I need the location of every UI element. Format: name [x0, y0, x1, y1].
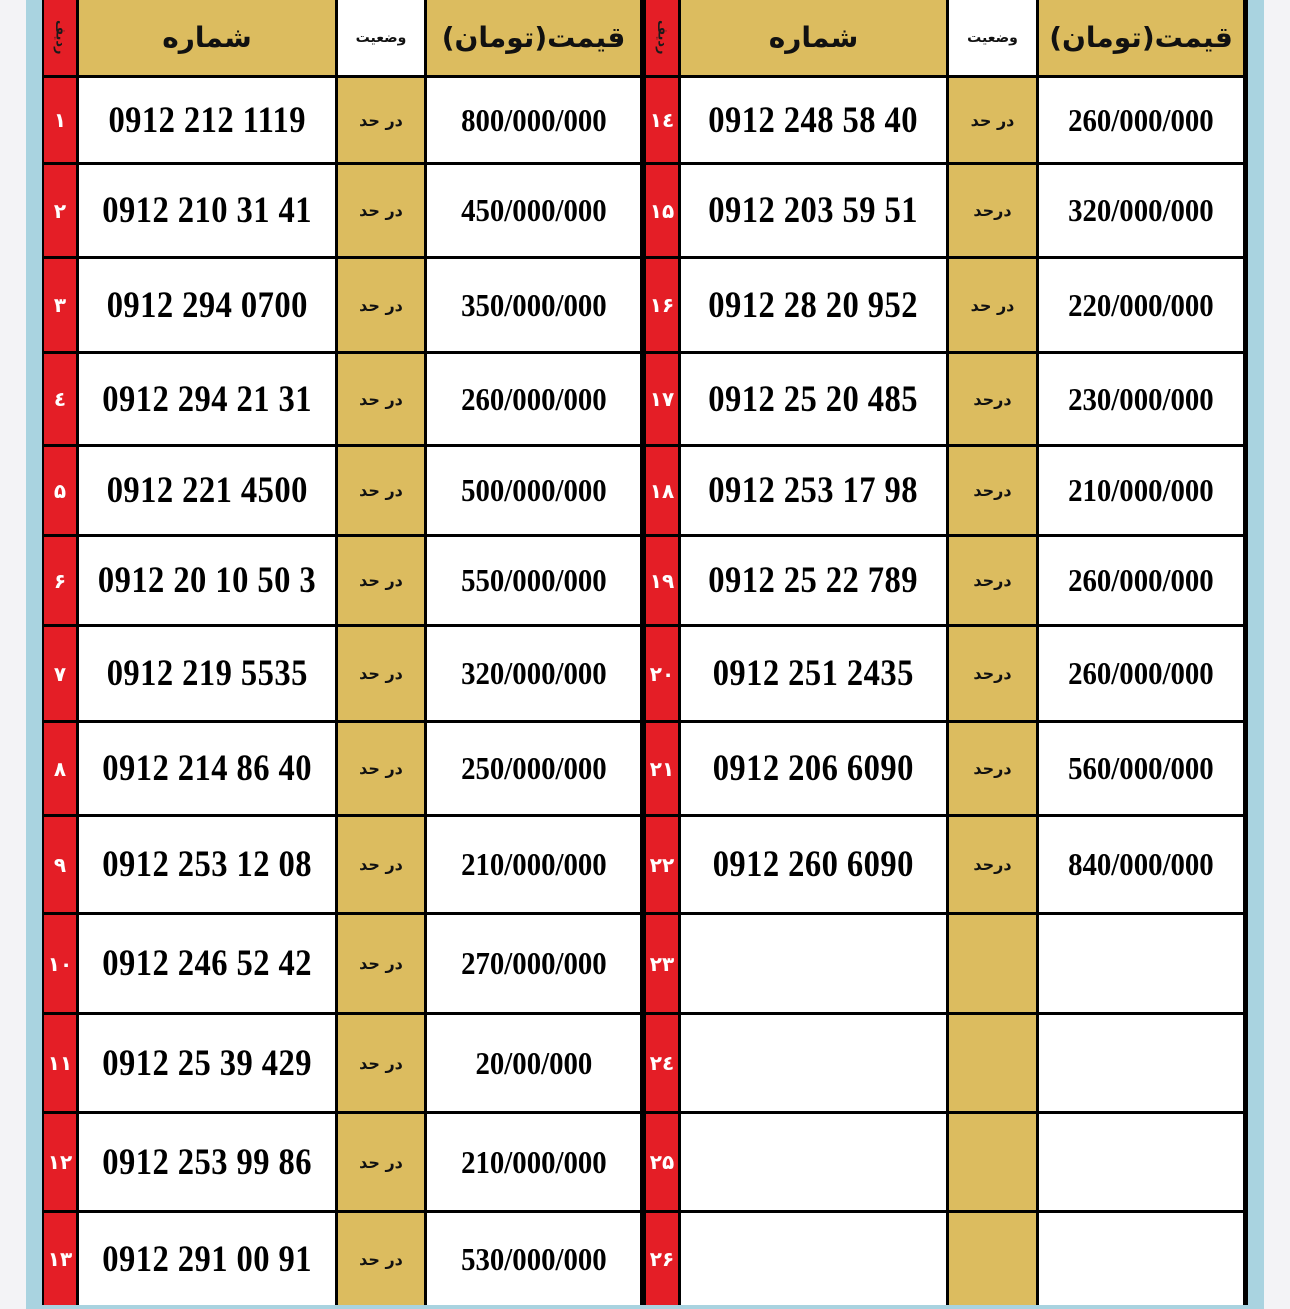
- row-index: ۲۵: [649, 1150, 675, 1174]
- table-row-price-value-cell: [427, 165, 640, 256]
- table-row-phone-number-cell: [79, 1015, 335, 1111]
- price-value: 210/000/000: [1068, 472, 1214, 508]
- row-index: ۹: [53, 852, 67, 877]
- status-badge: درحد: [973, 389, 1012, 409]
- table-row-row-index-cell: [646, 1015, 678, 1111]
- table-row-row-index-cell: [44, 1213, 76, 1305]
- price-value: 260/000/000: [1068, 101, 1214, 138]
- phone-number: 0912 253 99 86: [102, 1141, 312, 1183]
- table-row-status-badge-cell: [949, 447, 1036, 534]
- table-row-row-index-cell: [646, 78, 678, 162]
- header-number-label: شماره: [162, 21, 252, 54]
- table-row-row-index-cell: [44, 78, 76, 162]
- header-status: [949, 0, 1036, 75]
- status-badge: در حد: [970, 295, 1015, 315]
- status-badge: درحد: [973, 571, 1012, 590]
- table-row-status-badge-cell: [338, 817, 424, 912]
- price-value: 250/000/000: [460, 750, 607, 786]
- table-row-status-badge-cell: [949, 1015, 1036, 1111]
- header-index: [646, 0, 678, 75]
- price-value: 500/000/000: [460, 472, 607, 508]
- row-index: ۱۳: [47, 1247, 73, 1271]
- table-row-row-index-cell: [646, 259, 678, 351]
- table-row-status-badge-cell: [949, 259, 1036, 351]
- phone-number: 0912 206 6090: [712, 748, 915, 789]
- table-row-price-value-cell: [427, 537, 640, 624]
- status-badge: در حد: [359, 1249, 403, 1269]
- price-value: 320/000/000: [460, 655, 607, 691]
- row-index: ۲٤: [649, 1051, 675, 1075]
- table-row-status-badge-cell: [949, 627, 1036, 720]
- table-row-phone-number-cell: [79, 915, 335, 1012]
- header-number: [681, 0, 946, 75]
- row-index: ۲: [53, 198, 67, 223]
- table-row-price-value-cell: [427, 1015, 640, 1111]
- price-value: 800/000/000: [460, 101, 607, 138]
- table-row-status-badge-cell: [338, 259, 424, 351]
- row-index: ۱۹: [649, 568, 675, 593]
- row-index: ۵: [53, 478, 67, 503]
- phone-number: 0912 210 31 41: [102, 190, 312, 231]
- phone-number: 0912 20 10 50 3: [97, 560, 317, 601]
- table-row-price-value-cell: [427, 1213, 640, 1305]
- table-row-status-badge-cell: [949, 915, 1036, 1012]
- table-row-phone-number-cell: [681, 627, 946, 720]
- table-row-row-index-cell: [646, 915, 678, 1012]
- status-badge: در حد: [359, 201, 403, 220]
- table-row-row-index-cell: [44, 915, 76, 1012]
- row-index: ۱۷: [649, 387, 675, 411]
- table-row-price-value-cell: [427, 78, 640, 162]
- table-row-price-value-cell: [427, 915, 640, 1012]
- table-row-phone-number-cell: [681, 1015, 946, 1111]
- row-index: ۶: [53, 568, 67, 593]
- table-row-status-badge-cell: [949, 537, 1036, 624]
- row-index: ۷: [53, 661, 67, 686]
- table-row-row-index-cell: [646, 1114, 678, 1210]
- status-badge: در حد: [359, 110, 403, 130]
- phone-number: 0912 291 00 91: [102, 1238, 312, 1280]
- table-row-row-index-cell: [44, 723, 76, 814]
- price-value: 560/000/000: [1068, 750, 1214, 786]
- status-badge: در حد: [359, 855, 403, 874]
- header-status: [338, 0, 424, 75]
- table-row-phone-number-cell: [79, 1213, 335, 1305]
- table-left-half: [42, 0, 642, 1305]
- table-row-price-value-cell: [1039, 915, 1243, 1012]
- table-row-status-badge-cell: [949, 354, 1036, 444]
- table-row-row-index-cell: [44, 447, 76, 534]
- table-row-row-index-cell: [646, 817, 678, 912]
- row-index: ۲۱: [649, 756, 675, 781]
- price-value: 840/000/000: [1068, 846, 1214, 882]
- table-row-phone-number-cell: [681, 817, 946, 912]
- price-value: 260/000/000: [460, 380, 607, 417]
- table-row-status-badge-cell: [949, 1213, 1036, 1305]
- header-status-label: وضعیت: [355, 29, 407, 46]
- header-index: [44, 0, 76, 75]
- header-number: [79, 0, 335, 75]
- table-row-status-badge-cell: [338, 1114, 424, 1210]
- table-row-status-badge-cell: [338, 537, 424, 624]
- table-row-price-value-cell: [427, 259, 640, 351]
- header-number-label: شماره: [768, 21, 859, 54]
- table-row-phone-number-cell: [681, 447, 946, 534]
- row-index: ۱۸: [649, 478, 675, 503]
- table-row-phone-number-cell: [681, 1114, 946, 1210]
- phone-number: 0912 221 4500: [106, 470, 308, 511]
- phone-number: 0912 253 17 98: [708, 470, 919, 511]
- price-value: 450/000/000: [460, 192, 607, 228]
- table-row-phone-number-cell: [681, 78, 946, 162]
- status-badge: درحد: [973, 855, 1012, 874]
- table-row-status-badge-cell: [949, 817, 1036, 912]
- table-row-row-index-cell: [646, 354, 678, 444]
- table-row-phone-number-cell: [79, 354, 335, 444]
- price-table: [42, 0, 1248, 1305]
- phone-number: 0912 246 52 42: [102, 943, 312, 984]
- row-index: ۱۰: [47, 951, 73, 976]
- table-row-status-badge-cell: [338, 723, 424, 814]
- price-value: 230/000/000: [1068, 380, 1214, 417]
- status-badge: در حد: [359, 664, 403, 683]
- table-row-price-value-cell: [427, 354, 640, 444]
- table-row-phone-number-cell: [681, 354, 946, 444]
- table-row-row-index-cell: [44, 354, 76, 444]
- table-row-phone-number-cell: [681, 1213, 946, 1305]
- header-index-label: ردیف: [52, 20, 68, 55]
- phone-number: 0912 253 12 08: [102, 844, 312, 885]
- header-price: [427, 0, 640, 75]
- table-row-price-value-cell: [427, 447, 640, 534]
- table-row-price-value-cell: [1039, 1015, 1243, 1111]
- row-index: ٤: [53, 387, 67, 411]
- status-badge: درحد: [973, 201, 1012, 220]
- table-row-status-badge-cell: [338, 1015, 424, 1111]
- phone-number: 0912 260 6090: [712, 844, 915, 885]
- row-index: ۲۰: [649, 661, 675, 686]
- table-row-row-index-cell: [44, 817, 76, 912]
- status-badge: در حد: [359, 954, 403, 973]
- table-row-price-value-cell: [1039, 447, 1243, 534]
- table-row-phone-number-cell: [681, 259, 946, 351]
- price-value: 530/000/000: [460, 1240, 607, 1277]
- phone-number: 0912 25 20 485: [708, 378, 919, 420]
- table-row-price-value-cell: [1039, 259, 1243, 351]
- table-row-price-value-cell: [1039, 817, 1243, 912]
- table-row-price-value-cell: [1039, 627, 1243, 720]
- table-row-status-badge-cell: [949, 165, 1036, 256]
- table-row-price-value-cell: [1039, 723, 1243, 814]
- status-badge: در حد: [359, 759, 403, 778]
- phone-number: 0912 294 21 31: [102, 378, 312, 420]
- table-row-row-index-cell: [44, 259, 76, 351]
- phone-number: 0912 212 1119: [108, 99, 306, 141]
- table-row-row-index-cell: [44, 627, 76, 720]
- table-row-row-index-cell: [44, 537, 76, 624]
- status-badge: در حد: [359, 389, 403, 409]
- table-row-phone-number-cell: [79, 1114, 335, 1210]
- header-price: [1039, 0, 1243, 75]
- header-price-label: قیمت(تومان): [1049, 21, 1233, 54]
- table-row-row-index-cell: [646, 627, 678, 720]
- phone-number: 0912 248 58 40: [708, 99, 919, 141]
- table-row-status-badge-cell: [338, 627, 424, 720]
- phone-number: 0912 219 5535: [106, 653, 308, 694]
- row-index: ۲۲: [649, 852, 675, 877]
- table-row-price-value-cell: [427, 817, 640, 912]
- table-row-phone-number-cell: [79, 817, 335, 912]
- table-row-price-value-cell: [427, 723, 640, 814]
- header-index-label: ردیف: [654, 20, 670, 55]
- status-badge: در حد: [359, 295, 403, 315]
- phone-number: 0912 251 2435: [712, 653, 915, 694]
- price-value: 260/000/000: [1068, 655, 1214, 691]
- table-row-phone-number-cell: [79, 259, 335, 351]
- table-row-status-badge-cell: [338, 447, 424, 534]
- table-row-phone-number-cell: [79, 723, 335, 814]
- status-badge: در حد: [970, 110, 1015, 130]
- table-row-status-badge-cell: [338, 354, 424, 444]
- table-row-price-value-cell: [427, 627, 640, 720]
- table-row-phone-number-cell: [79, 165, 335, 256]
- price-value: 270/000/000: [460, 945, 607, 981]
- table-row-price-value-cell: [1039, 1213, 1243, 1305]
- table-row-row-index-cell: [646, 537, 678, 624]
- table-row-row-index-cell: [44, 165, 76, 256]
- table-row-status-badge-cell: [338, 1213, 424, 1305]
- table-row-row-index-cell: [44, 1114, 76, 1210]
- row-index: ۱: [53, 108, 67, 132]
- row-index: ۸: [53, 756, 67, 781]
- table-row-status-badge-cell: [949, 78, 1036, 162]
- price-value: 320/000/000: [1068, 192, 1214, 228]
- price-value: 220/000/000: [1068, 286, 1214, 323]
- table-row-row-index-cell: [44, 1015, 76, 1111]
- price-value: 350/000/000: [460, 286, 607, 323]
- phone-number: 0912 25 22 789: [708, 560, 919, 601]
- table-row-price-value-cell: [1039, 78, 1243, 162]
- row-index: ۲۶: [649, 1247, 675, 1271]
- table-right-half: [644, 0, 1248, 1305]
- row-index: ۱۱: [47, 1051, 73, 1075]
- table-row-price-value-cell: [1039, 165, 1243, 256]
- status-badge: درحد: [973, 481, 1012, 500]
- table-row-row-index-cell: [646, 1213, 678, 1305]
- table-row-phone-number-cell: [79, 537, 335, 624]
- phone-number: 0912 214 86 40: [102, 748, 312, 789]
- table-row-status-badge-cell: [338, 78, 424, 162]
- table-row-price-value-cell: [1039, 1114, 1243, 1210]
- row-index: ۲۳: [649, 951, 675, 976]
- table-row-phone-number-cell: [79, 627, 335, 720]
- table-row-phone-number-cell: [79, 78, 335, 162]
- status-badge: در حد: [359, 481, 403, 500]
- price-value: 20/00/000: [475, 1044, 592, 1081]
- status-badge: درحد: [973, 664, 1012, 683]
- table-row-price-value-cell: [1039, 354, 1243, 444]
- table-row-price-value-cell: [1039, 537, 1243, 624]
- price-value: 260/000/000: [1068, 562, 1214, 598]
- row-index: ۱۶: [649, 293, 675, 317]
- status-badge: در حد: [359, 1152, 403, 1172]
- table-row-status-badge-cell: [338, 915, 424, 1012]
- phone-number: 0912 294 0700: [106, 284, 308, 326]
- status-badge: در حد: [359, 1053, 403, 1073]
- row-index: ۱٤: [649, 108, 675, 132]
- row-index: ۱۵: [649, 198, 675, 223]
- price-value: 210/000/000: [460, 846, 607, 882]
- phone-number: 0912 203 59 51: [708, 190, 919, 231]
- header-status-label: وضعیت: [967, 29, 1018, 46]
- table-row-row-index-cell: [646, 165, 678, 256]
- table-row-status-badge-cell: [338, 165, 424, 256]
- table-row-price-value-cell: [427, 1114, 640, 1210]
- row-index: ۳: [53, 293, 67, 317]
- table-row-row-index-cell: [646, 723, 678, 814]
- phone-number: 0912 25 39 429: [102, 1042, 312, 1084]
- header-price-label: قیمت(تومان): [441, 21, 626, 54]
- table-row-phone-number-cell: [681, 915, 946, 1012]
- status-badge: درحد: [973, 759, 1012, 778]
- price-value: 210/000/000: [460, 1143, 607, 1180]
- table-row-phone-number-cell: [681, 165, 946, 256]
- phone-number: 0912 28 20 952: [708, 284, 919, 326]
- table-row-status-badge-cell: [949, 723, 1036, 814]
- table-row-phone-number-cell: [79, 447, 335, 534]
- table-row-row-index-cell: [646, 447, 678, 534]
- table-row-phone-number-cell: [681, 537, 946, 624]
- row-index: ۱۲: [47, 1150, 73, 1174]
- table-row-phone-number-cell: [681, 723, 946, 814]
- price-value: 550/000/000: [460, 562, 607, 598]
- table-row-status-badge-cell: [949, 1114, 1036, 1210]
- status-badge: در حد: [359, 571, 403, 590]
